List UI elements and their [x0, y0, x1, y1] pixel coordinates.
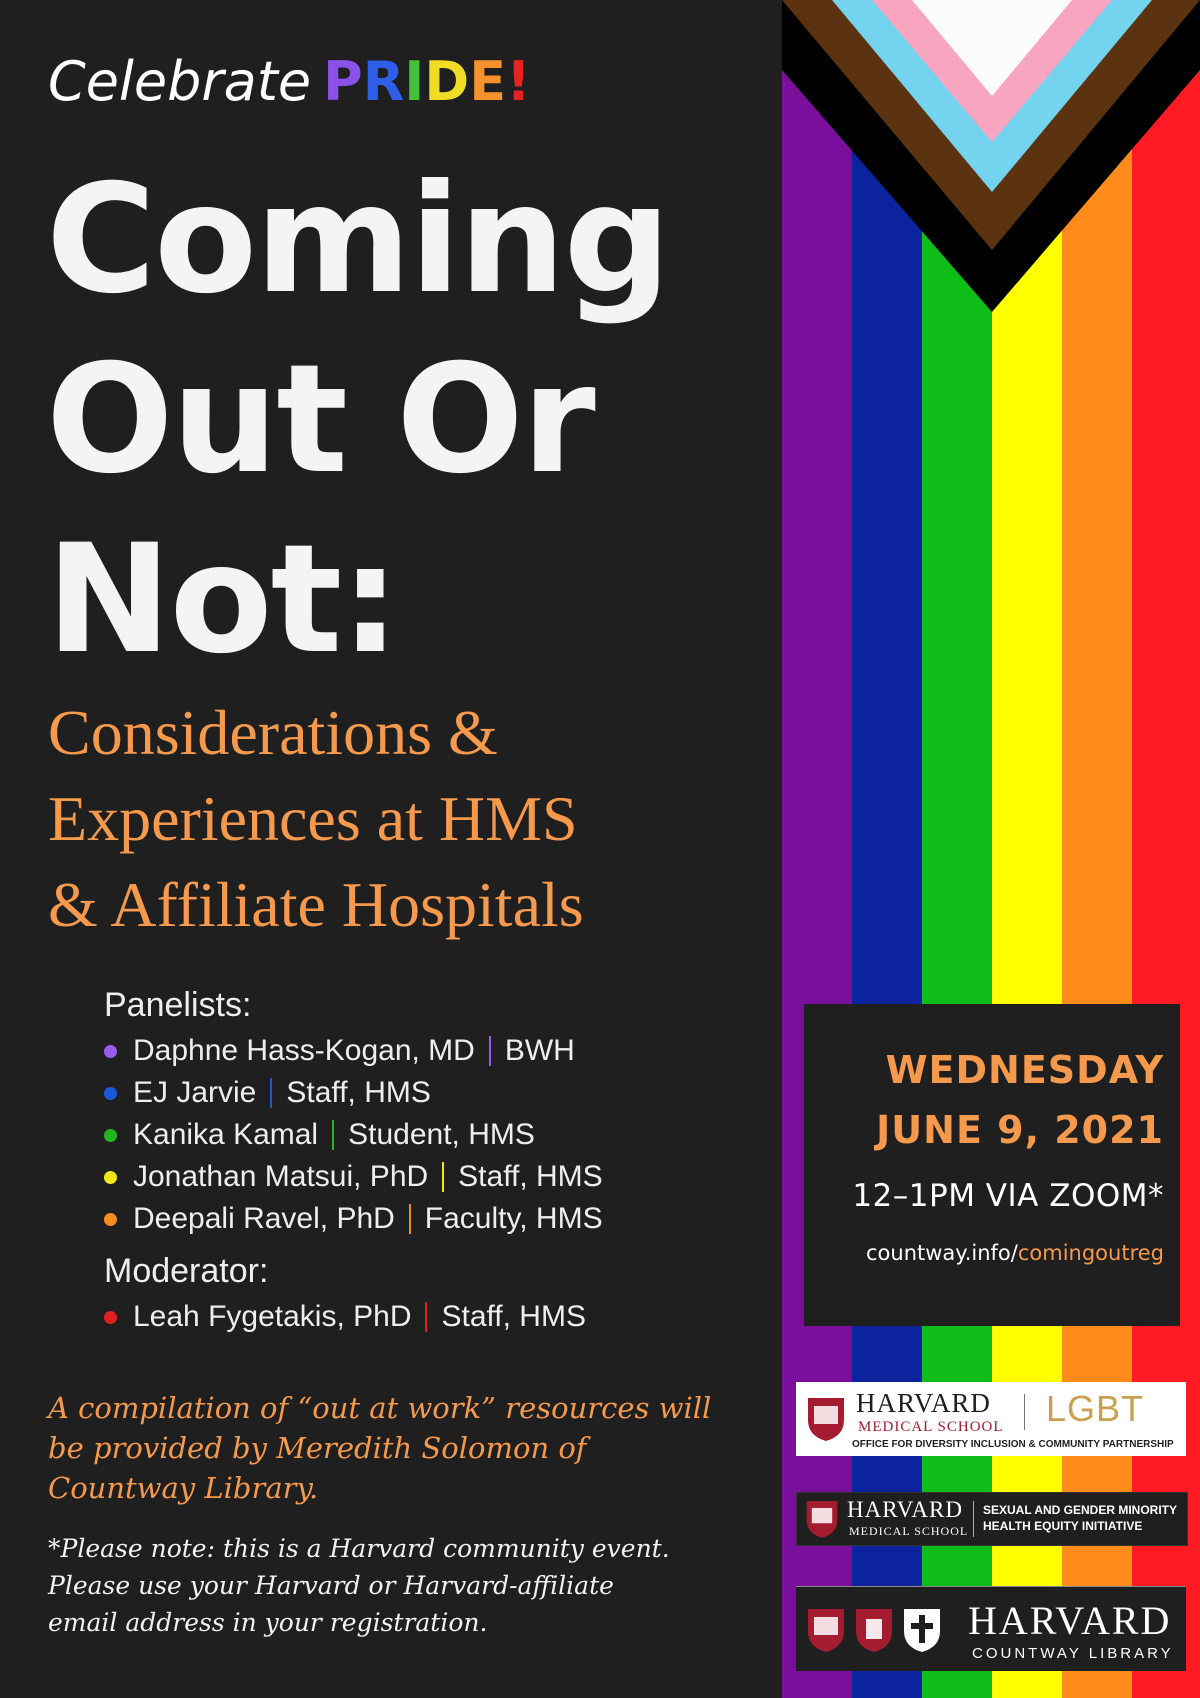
- moderator-list: [104, 1296, 764, 1338]
- panelists-item: [104, 1030, 764, 1072]
- separator-bar: [270, 1078, 272, 1108]
- panelists-role: Student, HMS: [348, 1118, 535, 1151]
- hms-sub-2: MEDICAL SCHOOL: [849, 1524, 969, 1538]
- lgbt-mark: LGBT: [1046, 1388, 1145, 1429]
- note-line-1: *Please note: this is a Harvard community event.: [48, 1534, 670, 1563]
- separator-bar: [425, 1302, 427, 1332]
- speaker-list: [104, 984, 764, 1338]
- hms-lgbt-logo: [796, 1382, 1186, 1456]
- event-subtitle: [48, 690, 768, 948]
- bullet-dot-icon: [104, 1045, 117, 1058]
- panelists-name: Kanika Kamal: [133, 1118, 319, 1151]
- sgm-line-2: HEALTH EQUITY INITIATIVE: [983, 1519, 1143, 1533]
- panelists-role: Staff, HMS: [286, 1076, 431, 1109]
- panelists-name: EJ Jarvie: [133, 1076, 257, 1109]
- bullet-dot-icon: [104, 1129, 117, 1142]
- moderator-role: Staff, HMS: [441, 1300, 586, 1333]
- moderator-heading: Moderator:: [104, 1252, 269, 1290]
- event-weekday: WEDNESDAY: [885, 1048, 1164, 1092]
- resources-line-2: be provided by Meredith Solomon of: [48, 1431, 587, 1465]
- event-details-box: [804, 1004, 1180, 1326]
- bullet-dot-icon: [104, 1171, 117, 1184]
- panelists-item: [104, 1198, 764, 1240]
- panelists-role: Faculty, HMS: [424, 1202, 603, 1235]
- celebrate-word: Celebrate: [48, 50, 312, 113]
- panelists-item: [104, 1156, 764, 1198]
- panelists-heading: Panelists:: [104, 986, 252, 1024]
- pride-letter: E: [469, 50, 507, 113]
- note-line-2: Please use your Harvard or Harvard-affiliate: [48, 1571, 614, 1600]
- url-prefix: countway.info/: [865, 1241, 1018, 1265]
- event-title: [46, 150, 766, 690]
- harvard-shield-icon: [805, 1499, 839, 1539]
- title-line-3: Not:: [46, 513, 399, 687]
- bullet-dot-icon: [104, 1213, 117, 1226]
- resources-line-3: Countway Library.: [48, 1471, 319, 1505]
- hms-name-1: HARVARD: [856, 1388, 991, 1418]
- panelists-role: BWH: [504, 1034, 575, 1067]
- community-note: [48, 1530, 768, 1641]
- pride-letter: P: [323, 50, 363, 113]
- office-name: OFFICE FOR DIVERSITY INCLUSION & COMMUNITY PARTNERSHIP: [852, 1439, 1174, 1450]
- separator-bar: [442, 1162, 444, 1192]
- panelists-name: Jonathan Matsui, PhD: [133, 1160, 429, 1193]
- countway-sub: COUNTWAY LIBRARY: [972, 1645, 1174, 1662]
- harvard-shield-icon: [806, 1396, 846, 1442]
- subtitle-line-2: Experiences at HMS: [48, 783, 578, 854]
- event-time: 12–1PM VIA ZOOM*: [852, 1178, 1164, 1214]
- hms-sub-1: MEDICAL SCHOOL: [858, 1419, 1004, 1435]
- countway-name: HARVARD: [968, 1598, 1172, 1643]
- subtitle-line-3: & Affiliate Hospitals: [48, 869, 584, 940]
- sgm-line-1: SEXUAL AND GENDER MINORITY: [983, 1503, 1178, 1517]
- separator-bar: [332, 1120, 334, 1150]
- moderator-item: [104, 1296, 764, 1338]
- panelists-name: Deepali Ravel, PhD: [133, 1202, 395, 1235]
- url-path: comingoutreg: [1017, 1241, 1164, 1265]
- panelists-name: Daphne Hass-Kogan, MD: [133, 1034, 475, 1067]
- separator-bar: [409, 1204, 411, 1234]
- celebrate-pride-heading: [48, 50, 531, 113]
- panelist-list: [104, 1030, 764, 1240]
- resources-note: [48, 1388, 768, 1508]
- countway-library-logo: [796, 1586, 1186, 1671]
- title-line-1: Coming: [46, 153, 670, 327]
- subtitle-line-1: Considerations &: [48, 697, 498, 768]
- event-date: JUNE 9, 2021: [876, 1108, 1164, 1152]
- resources-line-1: A compilation of “out at work” resources will: [48, 1391, 712, 1425]
- logo-divider: [1024, 1394, 1025, 1430]
- pride-word: [323, 50, 531, 113]
- medical-shield-icon: [854, 1607, 894, 1653]
- hms-sgm-logo: [796, 1492, 1188, 1546]
- cross-shield-icon: [902, 1607, 942, 1653]
- harvard-shield-icon: [806, 1607, 846, 1653]
- pride-letter: D: [424, 50, 470, 113]
- note-line-3: email address in your registration.: [48, 1608, 488, 1637]
- bullet-dot-icon: [104, 1311, 117, 1324]
- pride-letter: R: [362, 50, 405, 113]
- registration-link[interactable]: [804, 1238, 1164, 1268]
- pride-letter: I: [404, 50, 425, 113]
- moderator-name: Leah Fygetakis, PhD: [133, 1300, 412, 1333]
- panelists-item: [104, 1114, 764, 1156]
- title-line-2: Out Or: [46, 333, 594, 507]
- panelists-role: Staff, HMS: [458, 1160, 603, 1193]
- bullet-dot-icon: [104, 1087, 117, 1100]
- hms-name-2: HARVARD: [847, 1497, 963, 1522]
- separator-bar: [489, 1036, 491, 1066]
- logo-divider: [973, 1501, 974, 1537]
- pride-letter: !: [506, 50, 531, 113]
- panelists-item: [104, 1072, 764, 1114]
